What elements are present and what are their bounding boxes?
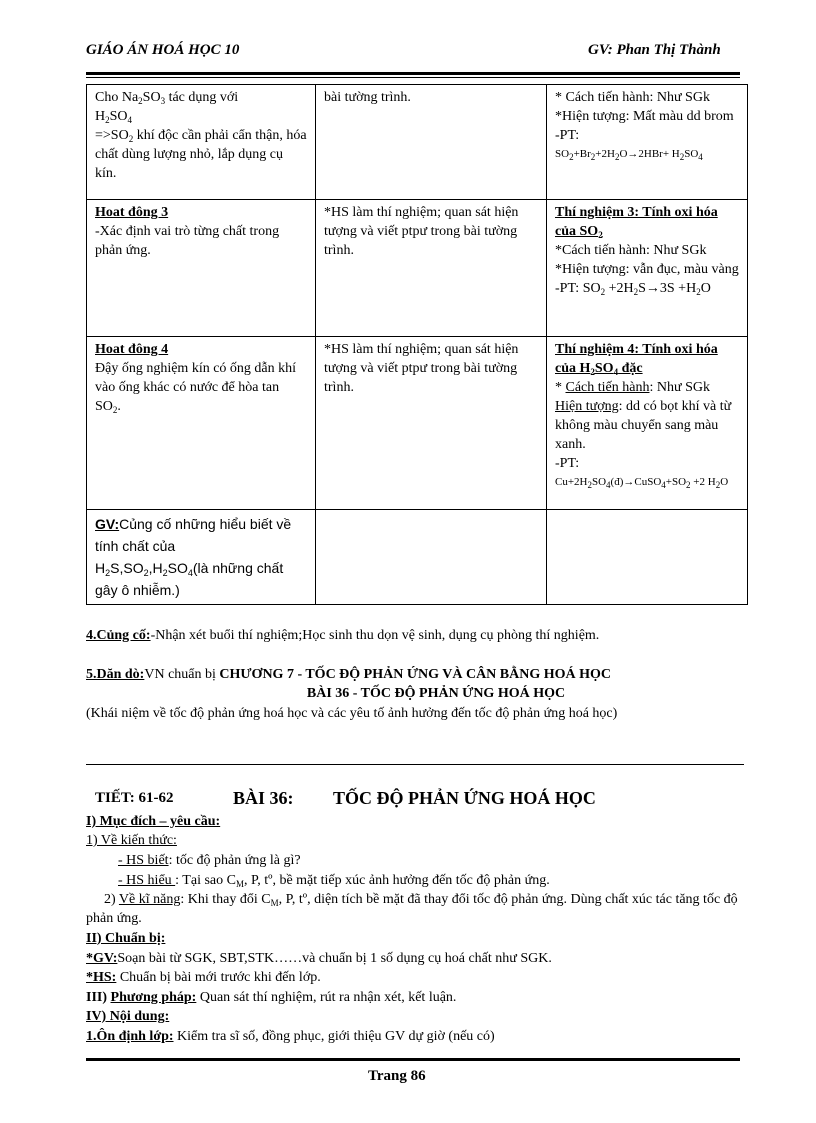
gv-prep: *GV:Soạn bài từ SGK, SBT,STK……và chuẩn bị 1 số dụng cụ hoá chất như SGK. (86, 951, 552, 966)
table-row (87, 510, 748, 605)
footer-rule (86, 1058, 740, 1061)
table-cell: *HS làm thí nghiệm; quan sát hiện tượng và viết ptpư trong bài tường trình. (316, 200, 547, 337)
dando-note: (Khái niệm về tốc độ phản ứng hoá học và các yêu tố ảnh hưởng đến tốc độ phản ứng hoá học) (86, 706, 618, 721)
activity-table (86, 84, 748, 605)
lesson-title: TỐC ĐỘ PHẢN ỨNG HOÁ HỌC (333, 788, 596, 808)
header-right: GV: Phan Thị Thành (588, 42, 721, 58)
hs-hieu: - HS hiểu : Tại sao $C_M$, P, tº, bề mặt tiếp xúc ảnh hưởng đến tốc độ phản ứng. (118, 873, 550, 889)
section-chuan-bi: II) Chuẩn bị: (86, 931, 166, 946)
section-phuong-phap: III) Phương pháp: Quan sát thí nghiệm, rút ra nhận xét, kết luận. (86, 990, 457, 1005)
equation: -PT: $SO_2 +2H_2S\to 3S +H_2O$ (555, 281, 711, 297)
table-cell (316, 510, 547, 605)
equation: $SO_2+Br_2+2H_2O\to 2HBr+ H_2SO_4$ (555, 148, 703, 162)
page-number: Trang 86 (368, 1068, 426, 1084)
sub-kien-thuc: 1) Về kiến thức: (86, 833, 177, 848)
table-cell: GV:Củng cố những hiểu biết về tính chất của $H_2S,SO_2,H_2SO_4(là$ những chất gây ô nhiễm.) (87, 510, 316, 605)
table-cell: bài tường trình. (316, 85, 547, 200)
section-muc-dich: I) Mục đích – yêu cầu: (86, 814, 221, 829)
bai-label: BÀI 36: (233, 788, 294, 808)
ki-nang: 2) Về kĩ năng: Khi thay đổi $C_M$, P, tº, diện tích bề mặt đã thay đổi tốc độ phản ứng. Dùng chất xúc tác tăng tốc độ phản ứng. (86, 892, 738, 926)
table-cell: Hoat đông 4 Đậy ống nghiệm kín có ống dẫn khí vào ống khác có nước để hòa $\tan SO_2$. (87, 337, 316, 510)
cungco-line: 4.Củng cố:-Nhận xét buổi thí nghiệm;Học sinh thu dọn vệ sinh, dụng cụ phòng thí nghiệm. (86, 628, 600, 643)
table-cell: * Cách tiến hành: Như SGk *Hiện tượng: Mất màu dd brom -PT: $SO_2+Br_2+2H_2O\to 2HBr+ H_2SO_4$ (547, 85, 748, 200)
dando-line: 5.Dăn dò:VN chuẩn bị CHƯƠNG 7 - TỐC ĐỘ PHẢN ỨNG VÀ CÂN BẰNG HOÁ HỌC (86, 667, 612, 682)
table-cell: Hoat đông 3 -Xác định vai trò từng chất trong phản ứng. (87, 200, 316, 337)
dando-bai: BÀI 36 - TỐC ĐỘ PHẢN ỨNG HOÁ HỌC (306, 686, 566, 701)
table-cell: Thí nghiệm 3: Tính oxi hóa của $SO_2$ *Cách tiến hành: Như SGk *Hiện tượng: vẫn đục, màu vàng -PT: $SO_2 +2H_2S\to 3S +H_2O$ (547, 200, 748, 337)
table-cell: Cho $Na_2SO_3$ tác dụng với $H_2SO_4$ $=>SO_2$ khí độc cần phải cẩn thận, hóa chất dùng lượng nhỏ, lắp dụng cụ kín. (87, 85, 316, 200)
table-row (87, 337, 748, 510)
table-cell: *HS làm thí nghiệm; quan sát hiện tượng và viết ptpư trong bài tường trình. (316, 337, 547, 510)
section-noi-dung: IV) Nội dung: (86, 1009, 170, 1024)
divider (86, 764, 744, 765)
equation: $Cu+2H_2SO_4(đ)\to CuSO_4+SO_2 +2$ $H_2O$ (555, 476, 729, 490)
on-dinh-lop: 1.Ôn định lớp: Kiểm tra sĩ số, đồng phục, giới thiệu GV dự giờ (nếu có) (86, 1029, 495, 1044)
table-row (87, 200, 748, 337)
hs-prep: *HS: Chuẩn bị bài mới trước khi đến lớp. (86, 970, 321, 985)
table-cell (547, 510, 748, 605)
header-rule (86, 72, 740, 75)
header-rule-thin (86, 77, 740, 78)
table-row (87, 85, 748, 200)
table-cell: Thí nghiệm 4: Tính oxi hóa của $H_2SO_4$ đặc * Cách tiến hành: Như SGk Hiện tượng: dd có bọt khí và từ không màu chuyển sang màu xanh. -PT: $Cu+2H_2SO_4(đ)\to CuSO_4+SO_2 +2$ $H_2O$ (547, 337, 748, 510)
header-left: GIÁO ÁN HOÁ HỌC 10 (86, 42, 240, 58)
hs-biet: - HS biết: tốc độ phản ứng là gì? (118, 853, 301, 868)
tiet-label: TIẾT: 61-62 (95, 790, 174, 806)
